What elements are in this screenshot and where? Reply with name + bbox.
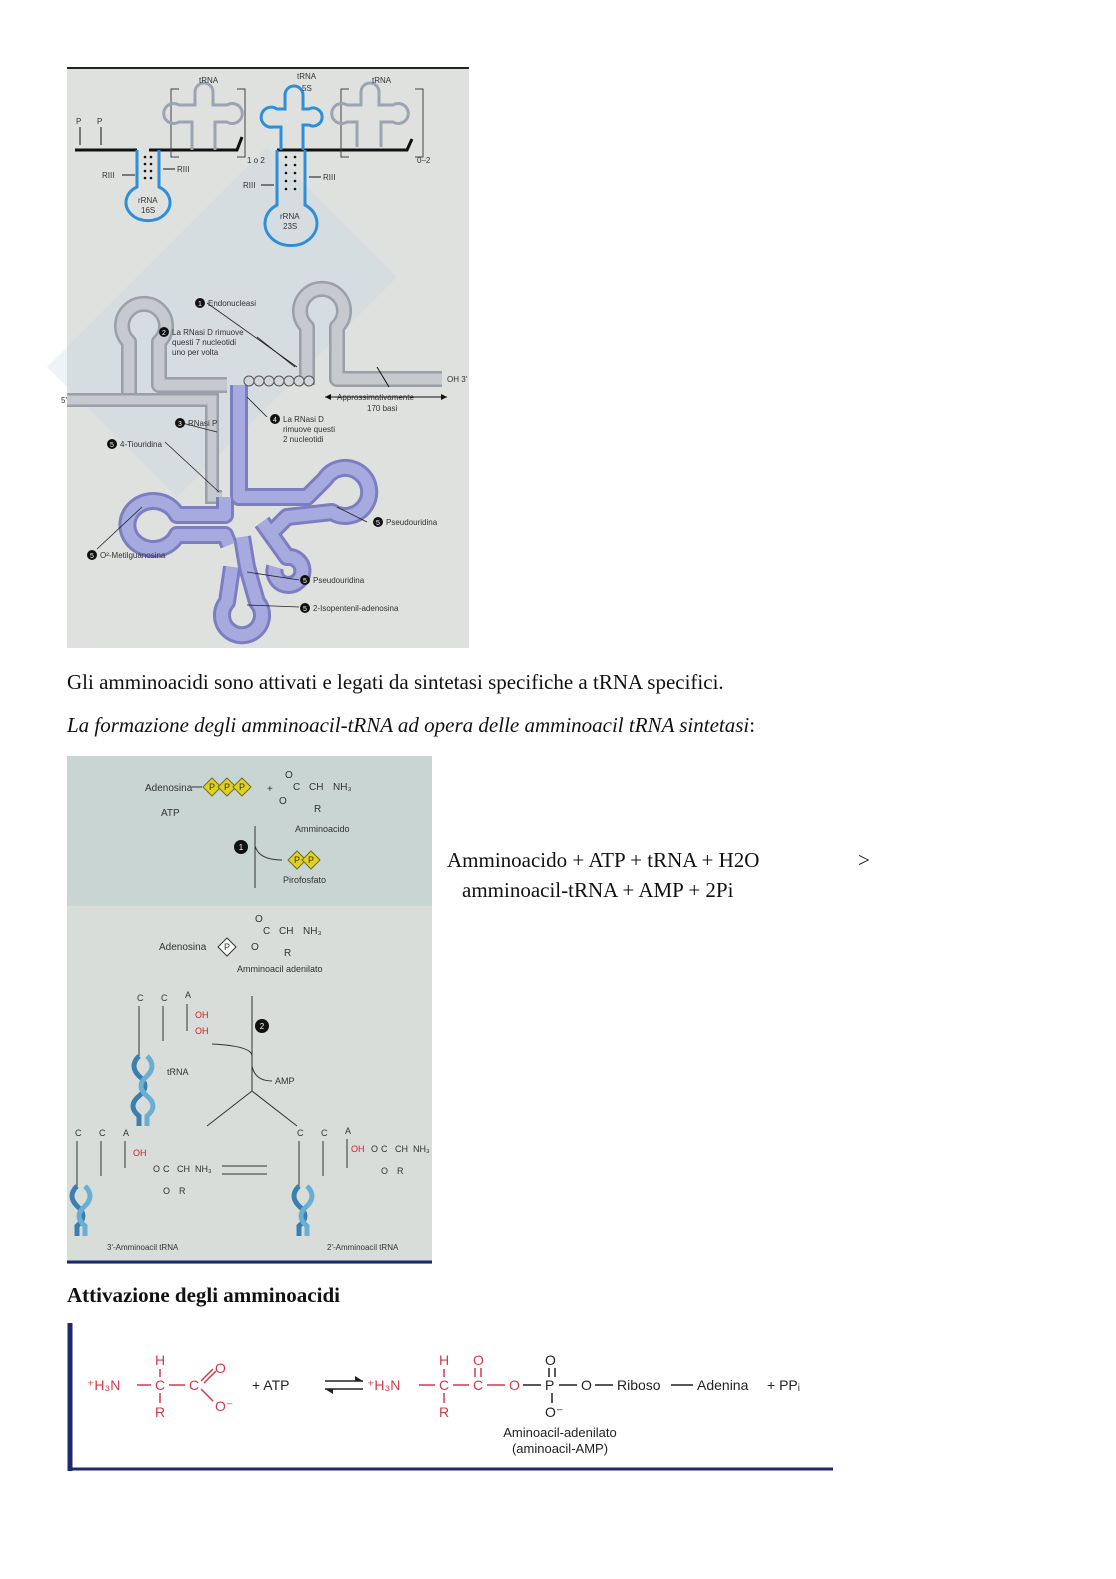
label-rnasi-d-7: uno per volta xyxy=(172,348,219,357)
step-number: 5 xyxy=(110,442,114,449)
step-number: 2 xyxy=(259,1022,265,1031)
paragraph-formazione-text: La formazione degli amminoacil-tRNA ad opera delle amminoacil tRNA sintetasi xyxy=(67,713,750,737)
label-isopentenil: 2-Isopentenil-adenosina xyxy=(313,604,399,613)
label-amminoacido: Amminoacido xyxy=(295,824,350,834)
group-nh3: NH₃ xyxy=(195,1164,212,1174)
atom-o: O xyxy=(371,1144,379,1154)
atom-o-minus: O⁻ xyxy=(215,1398,234,1414)
step-number: 5 xyxy=(303,578,307,585)
figure-trna-processing xyxy=(61,67,469,648)
label-approx: 170 basi xyxy=(367,404,398,413)
label-0-2: 0–2 xyxy=(417,156,431,165)
atom-r: R xyxy=(179,1186,186,1196)
equation-arrow: > xyxy=(858,848,870,872)
label-tiouridina: 4-Tiouridina xyxy=(120,440,162,449)
nucleotide-c: C xyxy=(99,1128,106,1138)
plus-sign: + xyxy=(267,784,273,795)
step-number: 1 xyxy=(238,843,244,852)
atom-r: R xyxy=(284,948,292,959)
group-ch: CH xyxy=(177,1164,190,1174)
plus-ppi: + PPᵢ xyxy=(767,1377,800,1393)
step-number: 5 xyxy=(376,520,380,527)
paragraph-formazione-colon: : xyxy=(749,713,756,737)
label-rnasi-d-7: La RNasi D rimuove xyxy=(172,328,244,337)
group-nh3: NH₃ xyxy=(303,926,322,937)
label-amminoacil-adenilato: Amminoacil adenilato xyxy=(237,964,323,974)
label-pseudouridina: Pseudouridina xyxy=(313,576,365,585)
nucleotide-c: C xyxy=(297,1128,304,1138)
label-rnasi-p: RNasi P xyxy=(188,419,218,428)
phosphate-p: P xyxy=(223,782,231,792)
label-riii: RIII xyxy=(243,181,256,190)
label-riii: RIII xyxy=(102,171,115,180)
nucleotide-a: A xyxy=(185,990,192,1000)
atom-r: R xyxy=(397,1166,404,1176)
label-rrna-23s-num: 23S xyxy=(283,222,298,231)
label-riii: RIII xyxy=(323,173,336,182)
group-h3n: ⁺H₃N xyxy=(87,1377,121,1393)
phosphate-p: P xyxy=(293,855,301,865)
nucleotide-c: C xyxy=(161,993,168,1003)
activation-reaction-diagram xyxy=(67,1323,835,1473)
paragraph-amminoacidi: Gli amminoacidi sono attivati e legati da sintetasi specifiche a tRNA specifici. xyxy=(67,670,724,694)
equation-products: amminoacil-tRNA + AMP + 2Pi xyxy=(462,878,734,902)
nucleotide-c: C xyxy=(137,993,144,1003)
atom-o: O xyxy=(509,1377,520,1393)
paragraph-formazione xyxy=(67,712,755,738)
figure-aminoacyl-trna xyxy=(67,756,432,1264)
atom-o-minus: O⁻ xyxy=(545,1404,564,1420)
label-trna: tRNA xyxy=(167,1067,189,1077)
atom-o: O xyxy=(473,1352,484,1368)
group-riboso: Riboso xyxy=(617,1377,661,1393)
label-metilguanosina: O²-Metilguanosina xyxy=(100,551,166,560)
label-adenosina: Adenosina xyxy=(145,783,193,794)
section-heading: Attivazione degli amminoacidi xyxy=(67,1283,340,1307)
label-endonucleasi: Endonucleasi xyxy=(208,299,257,308)
atom-o: O xyxy=(251,942,259,953)
label-trna-mid: tRNA xyxy=(297,72,317,81)
label-approx: Approssimativamente xyxy=(337,393,414,402)
hydroxyl-oh: OH xyxy=(133,1148,147,1158)
group-h3n: ⁺H₃N xyxy=(367,1377,401,1393)
atom-c: C xyxy=(189,1377,200,1393)
label-rnasi-d-2: 2 nucleotidi xyxy=(283,435,324,444)
atom-c: C xyxy=(293,782,301,793)
group-nh3: NH₃ xyxy=(413,1144,430,1154)
atom-o: O xyxy=(279,796,287,807)
group-adenina: Adenina xyxy=(697,1377,749,1393)
group-ch: CH xyxy=(279,926,294,937)
hydroxyl-oh: OH xyxy=(195,1026,209,1036)
label-5-prime: 5' xyxy=(61,396,67,405)
atom-c: C xyxy=(163,1164,170,1174)
label-3-amminoacil-trna: 3'-Amminoacil tRNA xyxy=(107,1243,179,1252)
figure-activation-reaction xyxy=(67,1323,835,1473)
atom-c: C xyxy=(381,1144,388,1154)
label-1-o-2: 1 o 2 xyxy=(247,156,265,165)
step-number: 3 xyxy=(178,421,182,428)
atom-h: H xyxy=(439,1352,450,1368)
atom-c: C xyxy=(263,926,271,937)
plus-atp: + ATP xyxy=(252,1377,290,1393)
phosphate-p: P xyxy=(238,782,246,792)
label-trna-left: tRNA xyxy=(199,76,219,85)
trna-processing-diagram xyxy=(61,67,469,648)
label-adenosina: Adenosina xyxy=(159,942,207,953)
nucleotide-a: A xyxy=(123,1128,130,1138)
hydroxyl-oh: OH xyxy=(351,1144,365,1154)
label-p3: P xyxy=(97,117,103,126)
atom-h: H xyxy=(155,1352,166,1368)
group-ch: CH xyxy=(309,782,324,793)
label-pi: P xyxy=(76,117,82,126)
label-pseudouridina: Pseudouridina xyxy=(386,518,438,527)
atom-o: O xyxy=(581,1377,592,1393)
atom-o: O xyxy=(381,1166,389,1176)
nucleotide-c: C xyxy=(321,1128,328,1138)
step-number: 4 xyxy=(273,417,277,424)
label-trna-right: tRNA xyxy=(372,76,392,85)
nucleotide-a: A xyxy=(345,1126,352,1136)
equation-reactants: Amminoacido + ATP + tRNA + H2O xyxy=(447,848,760,872)
step-number: 5 xyxy=(90,553,94,560)
atom-c: C xyxy=(155,1377,166,1393)
label-rnasi-d-7: questi 7 nucleotidi xyxy=(172,338,237,347)
label-2-amminoacil-trna: 2'-Amminoacil tRNA xyxy=(327,1243,399,1252)
atom-o: O xyxy=(285,770,293,781)
label-riii: RIII xyxy=(177,165,190,174)
label-rnasi-d-2: rimuove questi xyxy=(283,425,336,434)
atom-c: C xyxy=(473,1377,484,1393)
label-oh3: OH 3' xyxy=(447,375,468,384)
atom-o: O xyxy=(545,1352,556,1368)
phosphate-p: P xyxy=(307,855,315,865)
step-number: 5 xyxy=(303,606,307,613)
phosphate-p: P xyxy=(223,942,231,952)
label-trna-mid-num: 5S xyxy=(302,84,312,93)
atom-p: P xyxy=(545,1377,555,1393)
label-aminoacil-amp: (aminoacil-AMP) xyxy=(511,1441,609,1456)
label-rrna-23s: rRNA xyxy=(280,212,300,221)
label-rrna-16s: rRNA xyxy=(138,196,158,205)
step-number: 1 xyxy=(198,301,202,308)
atom-r: R xyxy=(314,804,322,815)
equation-line-1 xyxy=(447,845,759,875)
label-atp: ATP xyxy=(161,808,180,819)
label-rnasi-d-2: La RNasi D xyxy=(283,415,324,424)
aminoacyl-trna-diagram xyxy=(67,756,432,1264)
nucleotide-c: C xyxy=(75,1128,82,1138)
group-nh3: NH₃ xyxy=(333,782,352,793)
phosphate-p: P xyxy=(208,782,216,792)
atom-c: C xyxy=(439,1377,450,1393)
label-rrna-16s-num: 16S xyxy=(141,206,156,215)
step-number: 2 xyxy=(162,330,166,337)
atom-r: R xyxy=(155,1404,166,1420)
label-pirofosfato: Pirofosfato xyxy=(283,875,327,885)
hydroxyl-oh: OH xyxy=(195,1010,209,1020)
atom-r: R xyxy=(439,1404,450,1420)
atom-o: O xyxy=(215,1360,226,1376)
group-ch: CH xyxy=(395,1144,408,1154)
atom-o: O xyxy=(255,914,263,925)
atom-o: O xyxy=(163,1186,171,1196)
label-amp: AMP xyxy=(275,1076,295,1086)
atom-o: O xyxy=(153,1164,161,1174)
label-aminoacil-adenilato: Aminoacil-adenilato xyxy=(503,1425,617,1440)
